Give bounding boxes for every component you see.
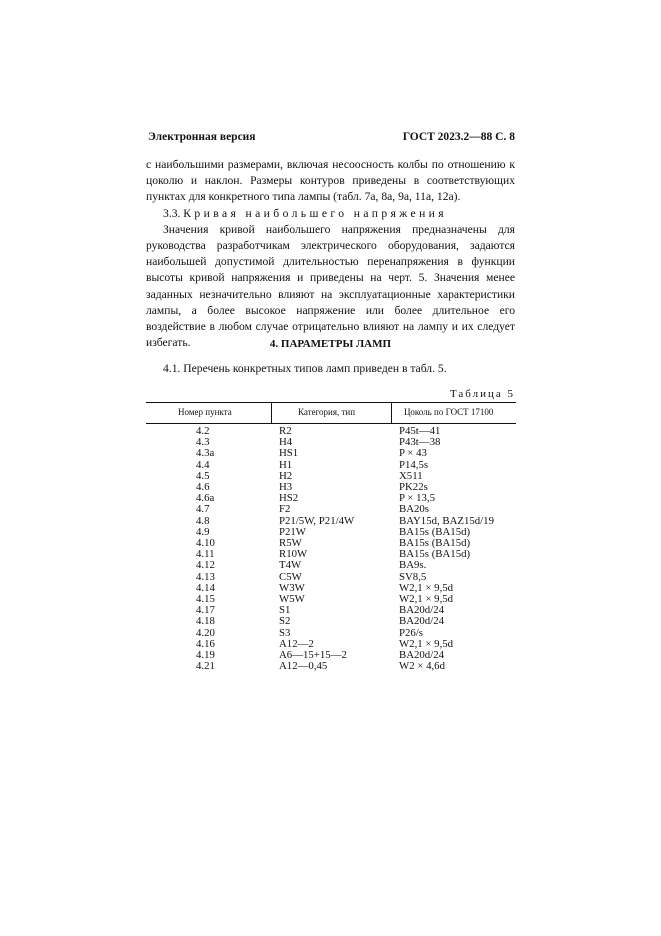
table-cell-item-number: 4.12: [196, 559, 215, 572]
table-cell-base: BAY15d, BAZ15d/19: [399, 514, 494, 527]
table-cell-item-number: 4.20: [196, 626, 215, 639]
column-category: [279, 426, 354, 672]
table-cell-item-number: 4.4: [196, 458, 210, 471]
table-cell-item-number: 4.14: [196, 581, 215, 594]
table-cell-item-number: 4.13: [196, 570, 215, 583]
table-cell-item-number: 4.17: [196, 604, 215, 617]
header-left: Электронная версия: [148, 131, 256, 143]
column-item-number: [196, 426, 215, 672]
table-cell-base: BA20d/24: [399, 649, 444, 662]
table-cell-base: P14,5s: [399, 458, 429, 471]
table-cell-base: BA15s (BA15d): [399, 525, 471, 538]
table-cell-item-number: 4.6: [196, 481, 210, 494]
table-cell-item-number: 4.19: [196, 649, 215, 662]
table-cell-category: P21/5W, P21/4W: [279, 514, 355, 527]
table-cell-category: H2: [279, 469, 293, 482]
table-cell-base: BA20d/24: [399, 615, 444, 628]
table-cell-base: P45t—41: [399, 425, 441, 437]
table-cell-base: BA15s (BA15d): [399, 548, 471, 561]
table-cell-category: HS2: [279, 492, 299, 505]
table-cell-base: X511: [399, 469, 423, 482]
table-cell-base: BA9s.: [399, 559, 427, 572]
table-cell-item-number: 4.3а: [196, 447, 215, 460]
table-cell-category: T4W: [279, 559, 302, 572]
table-cell-category: A12—0,45: [279, 660, 328, 673]
table-cell-item-number: 4.6а: [196, 492, 215, 505]
subsection-heading: [146, 206, 515, 222]
subsection-title: Кривая наибольшего напряжения: [183, 206, 448, 220]
table-cell-base: W2 × 4,6d: [399, 660, 445, 673]
header-base: Цоколь по ГОСТ 17100: [404, 407, 494, 417]
header-category: Категория, тип: [298, 407, 356, 417]
table-cell-item-number: 4.8: [196, 514, 210, 527]
table-cell-base: W2,1 × 9,5d: [399, 593, 454, 606]
table-cell-item-number: 4.10: [196, 537, 215, 550]
table-cell-item-number: 4.18: [196, 615, 215, 628]
table-cell-category: R10W: [279, 548, 308, 561]
column-divider: [271, 403, 272, 423]
table-cell-category: S2: [279, 615, 291, 628]
table-cell-category: R5W: [279, 537, 302, 550]
table-cell-category: H1: [279, 458, 293, 471]
table-header: [146, 402, 516, 424]
table-cell-base: P × 43: [399, 447, 427, 460]
table-cell-category: A12—2: [279, 637, 314, 650]
table-cell-item-number: 4.7: [196, 503, 210, 516]
table-cell-category: H3: [279, 481, 293, 494]
table-cell-category: S1: [279, 604, 291, 617]
table-cell-item-number: 4.21: [196, 660, 215, 673]
table-cell-category: F2: [279, 503, 291, 516]
table-cell-base: P43t—38: [399, 436, 441, 449]
header-item-number: Номер пункта: [178, 407, 232, 417]
table-cell-item-number: 4.3: [196, 436, 210, 449]
column-divider: [391, 403, 392, 423]
table-cell-base: PK22s: [399, 481, 428, 494]
table-cell-category: H4: [279, 436, 293, 449]
paragraph-voltage-curve: Значения кривой наибольшего напряжения предназначены для руководства разработчикам электрического оборудования, задаются наибольшей допустимой длительностью перенапряжения в функции высоты кривой напряжения и приведены на черт. 5. Значения менее заданных незначительно влияют на эксплуатационные характеристики лампы, а более высокое напряжение или более длительное его воздействие в любом случае отрицательно влияют на лампу и их следует избегать.: [146, 222, 515, 350]
table-cell-item-number: 4.9: [196, 525, 210, 538]
table-cell-category: C5W: [279, 570, 302, 583]
subsection-number: 3.3.: [163, 206, 181, 220]
table-cell-base: BA15s (BA15d): [399, 537, 471, 550]
table-cell-category: W3W: [279, 581, 305, 594]
column-base: [399, 426, 494, 672]
lamp-table: [146, 402, 516, 673]
header-right: ГОСТ 2023.2—88 С. 8: [402, 131, 515, 143]
table-cell-base: BA20d/24: [399, 604, 444, 617]
table-cell-base: BA20s: [399, 503, 429, 516]
table-cell-category: HS1: [279, 447, 299, 460]
body-text: [146, 157, 515, 351]
section-title: 4. ПАРАМЕТРЫ ЛАМП: [269, 338, 392, 350]
table-cell-item-number: 4.16: [196, 637, 215, 650]
table-cell-base: P × 13,5: [399, 492, 435, 505]
paragraph-continuation: с наибольшими размерами, включая несоосность колбы по отношению к цоколю и наклон. Размеры контуров приведены в соответствующих пунктах для конкретного типа лампы (табл. 7а, 8а, 9а, 11а, 12а).: [146, 158, 515, 204]
table-label: Таблица 5: [449, 388, 515, 400]
table-cell-category: S3: [279, 626, 291, 639]
table-cell-category: A6—15+15—2: [279, 649, 347, 662]
table-cell-item-number: 4.2: [196, 425, 210, 437]
section-intro: 4.1. Перечень конкретных типов ламп приведен в табл. 5.: [163, 362, 447, 375]
table-cell-category: R2: [279, 425, 292, 437]
table-cell-item-number: 4.5: [196, 469, 210, 482]
table-cell-base: P26/s: [399, 626, 424, 639]
table-cell-base: W2,1 × 9,5d: [399, 581, 454, 594]
table-cell-base: W2,1 × 9,5d: [399, 637, 454, 650]
table-cell-category: W5W: [279, 593, 305, 606]
table-cell-item-number: 4.15: [196, 593, 215, 606]
table-cell-item-number: 4.11: [196, 548, 215, 561]
table-cell-category: P21W: [279, 525, 306, 538]
table-cell-base: SV8,5: [399, 570, 427, 583]
